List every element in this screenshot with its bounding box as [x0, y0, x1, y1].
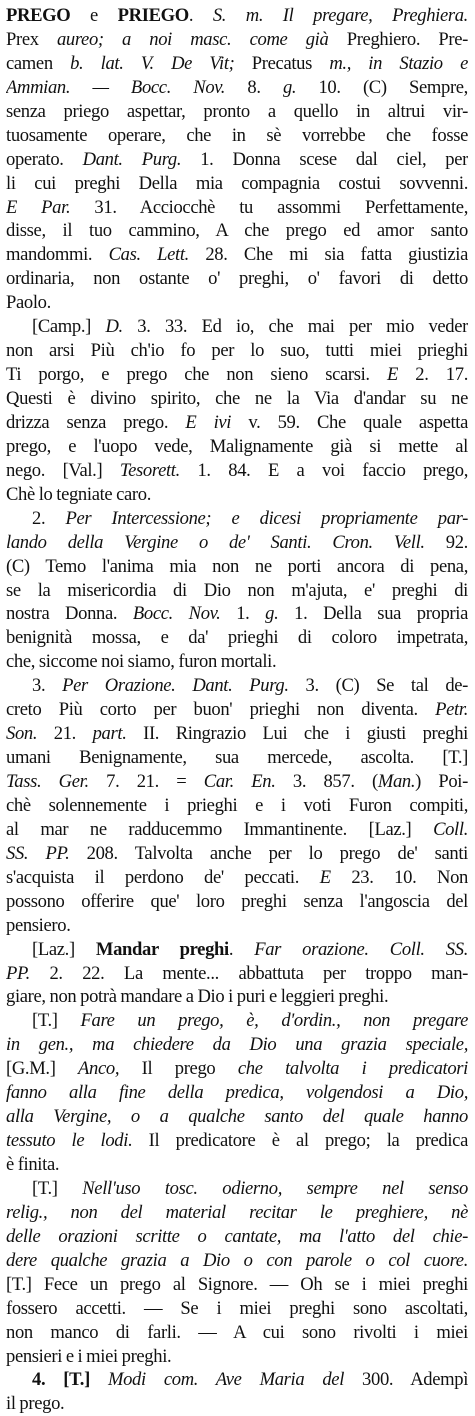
- entry-text: drizza senza prego.: [6, 411, 186, 433]
- entry-line: [6, 674, 468, 698]
- entry-text: 1. 84. E a voi faccio prego,: [179, 459, 468, 481]
- entry-text: giare, non potrà mandare a Dio i puri e leggieri preghi.: [6, 986, 389, 1008]
- entry-text: 2. 22. La mente... abbattuta per troppo man-: [29, 962, 468, 984]
- entry-text: al mar ne radducemmo Immantinente. [Laz.]: [6, 818, 434, 840]
- italic-text: g.: [265, 603, 279, 625]
- entry-line: [6, 1153, 468, 1177]
- entry-line: [6, 1105, 468, 1129]
- entry-line: [6, 579, 468, 603]
- entry-text: 23. 10. Non: [330, 866, 468, 888]
- entry-line: [6, 722, 468, 746]
- entry-text: è finita.: [6, 1154, 60, 1175]
- italic-text: Per Intercessione; e dicesi propriamente par-: [65, 507, 468, 529]
- entry-text: [G.M.]: [6, 1058, 79, 1080]
- entry-line: [6, 28, 468, 52]
- italic-text: S. m. Il pregare, Preghiera.: [212, 5, 468, 26]
- entry-text: Paolo.: [6, 292, 51, 314]
- italic-text: E: [319, 866, 331, 888]
- entry-line: [6, 866, 468, 890]
- entry-line: [6, 1201, 468, 1225]
- entry-text: non manco di farli. — A cui sono rivolti i miei: [6, 1321, 468, 1343]
- entry-text: ordinaria, non ostante o' preghi, o' favori di detto: [6, 268, 468, 290]
- entry-text: fossero accetti. — Se i miei preghi sono ascoltati,: [6, 1297, 468, 1319]
- entry-line: [6, 938, 468, 962]
- entry-text: 8.: [225, 76, 283, 98]
- entry-text: chè solennemente i prieghi e i voti Furon compiti,: [6, 794, 468, 816]
- italic-text: Far orazione. Coll. SS.: [254, 938, 468, 960]
- italic-text: alla Vergine, o a qualche santo del quale hanno: [6, 1106, 468, 1128]
- italic-text: Fare un prego, è, d'ordin., non pregare: [80, 1010, 468, 1032]
- italic-text: fanno alla fine della predica, volgendosi a Dio,: [6, 1082, 468, 1104]
- italic-text: Petr.: [435, 699, 468, 721]
- entry-line: [6, 148, 468, 172]
- italic-text: Ammian. — Bocc. Nov.: [6, 76, 226, 98]
- entry-text: 208. Talvolta anche per lo prego de' santi: [69, 842, 468, 864]
- italic-text: b. lat. V. De Vit;: [70, 52, 235, 74]
- entry-line: [6, 555, 468, 579]
- entry-line: [6, 770, 468, 794]
- italic-text: lando della Vergine o de' Santi. Cron. Vell.: [6, 531, 425, 553]
- entry-text: operato.: [6, 148, 83, 170]
- bold-term: PREGO: [6, 5, 71, 26]
- entry-line: [6, 818, 468, 842]
- entry-text: nostra Donna.: [6, 603, 133, 625]
- italic-text: delle orazioni scritte o cantate, ma l'atto del chie-: [6, 1225, 468, 1247]
- italic-text: relig., non del material recitar le preghiere, nè: [6, 1201, 468, 1223]
- italic-text: m., in Stazio e: [329, 52, 468, 74]
- entry-text: 1. Donna scese dal ciel, per: [181, 148, 468, 170]
- entry-text: Ti porgo, e prego che non sieno scarsi.: [6, 364, 388, 386]
- italic-text: E: [387, 364, 399, 386]
- entry-line: [6, 387, 468, 411]
- entry-text: pensieri e i miei preghi.: [6, 1345, 172, 1367]
- entry-text: umani Benignamente, sua mercede, ascolta. [T.]: [6, 747, 468, 769]
- entry-text: 31. Acciocchè tu assommi Perfettamente,: [70, 196, 468, 218]
- bold-term: PRIEGO: [117, 5, 189, 26]
- entry-text: li cui preghi Della mia compagnia costui sovvenni.: [6, 172, 468, 194]
- entry-text: 2.: [32, 507, 66, 529]
- italic-text: aureo; a noi masc. come già: [56, 28, 329, 50]
- entry-text: 92.: [424, 531, 468, 553]
- entry-text: 1.: [220, 603, 266, 625]
- entry-text: 1. Della sua propria: [278, 603, 468, 625]
- entry-text: 10. (C) Sempre,: [296, 76, 468, 98]
- entry-line: [6, 914, 468, 938]
- entry-text: che, siccome noi siamo, furon mortali.: [6, 651, 277, 673]
- entry-line: [6, 650, 468, 674]
- entry-line: [6, 507, 468, 531]
- entry-line: [6, 196, 468, 220]
- italic-text: Son.: [6, 723, 38, 745]
- italic-text: Tesorett.: [119, 459, 180, 481]
- entry-line: [6, 1009, 468, 1033]
- entry-text: [T.] Fece un prego al Signore. — Oh se i miei preghi: [6, 1273, 468, 1295]
- italic-text: Per Orazione. Dant. Purg.: [62, 675, 289, 697]
- entry-line: [6, 1129, 468, 1153]
- entry-line: [6, 291, 468, 315]
- italic-text: SS. PP.: [6, 842, 70, 864]
- entry-text: benignità mossa, e da' prieghi di coloro impetrata,: [6, 627, 468, 649]
- entry-text: 300. Adempì: [344, 1369, 468, 1391]
- entry-text: s'acquista il perdono de' peccati.: [6, 866, 320, 888]
- entry-line: [6, 1297, 468, 1321]
- italic-text: E ivi: [185, 411, 232, 433]
- entry-line: [6, 363, 468, 387]
- entry-text: 21.: [37, 723, 93, 745]
- entry-text: creto Più corto per buon' prieghi non diventa.: [6, 699, 436, 721]
- entry-line: [6, 746, 468, 770]
- italic-text: D.: [105, 316, 123, 338]
- entry-text: nego. [Val.]: [6, 459, 120, 481]
- entry-line: [6, 267, 468, 291]
- entry-text: Il prego: [119, 1058, 238, 1080]
- entry-text: non arsi Più ch'io fo per lo suo, tutti miei prieghi: [6, 340, 468, 362]
- italic-text: Car. En.: [203, 771, 276, 792]
- entry-line: [6, 315, 468, 339]
- entry-text: il prego.: [6, 1393, 65, 1415]
- entry-text: .: [188, 5, 213, 26]
- entry-text: pensiero.: [6, 914, 71, 936]
- entry-line: [6, 219, 468, 243]
- italic-text: Tass. Ger.: [6, 771, 89, 792]
- entry-line: [6, 459, 468, 483]
- entry-line: [6, 890, 468, 914]
- entry-text: prego, e l'uopo vede, Malignamente già si mette al: [6, 435, 468, 457]
- entry-text: ) Poi-: [415, 771, 468, 792]
- entry-text: [T.]: [32, 1010, 81, 1032]
- entry-line: [6, 483, 468, 507]
- entry-line: [6, 962, 468, 986]
- italic-text: g.: [282, 76, 297, 98]
- entry-line: [6, 794, 468, 818]
- entry-line: [6, 1033, 468, 1057]
- entry-text: e: [70, 5, 118, 26]
- entry-line: [6, 435, 468, 459]
- entry-text: Il predicatore è al prego; la predica: [132, 1130, 468, 1152]
- italic-text: PP.: [6, 962, 30, 984]
- entry-line: [6, 531, 468, 555]
- bold-term: Mandar preghi: [95, 938, 229, 960]
- entry-text: 7. 21. =: [88, 771, 204, 792]
- entry-text: v. 59. Che quale aspetta: [231, 411, 468, 433]
- italic-text: Anco,: [78, 1058, 120, 1080]
- entry-text: Questi è divino spirito, che ne la Via d'andar su ne: [6, 388, 468, 409]
- entry-line: [6, 602, 468, 626]
- entry-line: [6, 100, 468, 124]
- entry-text: II. Ringrazio Lui che i giusti preghi: [126, 723, 468, 745]
- entry-text: [T.]: [32, 1177, 83, 1199]
- entry-text: Prex: [6, 28, 57, 50]
- italic-text: Nell'uso tosc. odierno, sempre nel senso: [82, 1177, 468, 1199]
- entry-text: 3. 857. (: [275, 771, 378, 792]
- italic-text: Dant. Purg.: [82, 148, 182, 170]
- entry-text: disse, il tuo cammino, A che prego ed amor santo: [6, 220, 468, 242]
- entry-text: senza priego aspettar, pronto a quello in altrui vir-: [6, 100, 468, 122]
- entry-text: camen: [6, 52, 71, 74]
- entry-line: [6, 1345, 468, 1369]
- entry-line: [6, 52, 468, 76]
- entry-line: [6, 339, 468, 363]
- entry-line: [6, 842, 468, 866]
- entry-text: 2. 17.: [398, 364, 468, 386]
- entry-line: [6, 698, 468, 722]
- italic-text: che talvolta i predicatori: [237, 1058, 468, 1080]
- entry-line: [6, 1177, 468, 1201]
- entry-text: se la misericordia di Dio non m'ajuta, e' preghi di: [6, 579, 468, 601]
- italic-text: Man.: [377, 771, 416, 792]
- italic-text: tessuto le lodi.: [6, 1130, 133, 1152]
- entry-text: 3. 33. Ed io, che mai per mio veder: [122, 316, 468, 338]
- entry-line: [6, 4, 468, 28]
- entry-text: [Laz.]: [32, 938, 96, 960]
- entry-text: tuosamente operare, che in sè vorrebbe che fosse: [6, 124, 468, 146]
- entry-line: [6, 243, 468, 267]
- entry-line: [6, 411, 468, 435]
- entry-line: [6, 1392, 468, 1416]
- entry-text: .: [228, 938, 255, 960]
- entry-line: [6, 1057, 468, 1081]
- entry-text: Preghiero. Pre-: [328, 28, 468, 50]
- dictionary-entry: [6, 4, 468, 1416]
- entry-line: [6, 124, 468, 148]
- entry-text: 3.: [32, 675, 63, 697]
- entry-line: [6, 1249, 468, 1273]
- entry-line: [6, 1081, 468, 1105]
- entry-text: [Camp.]: [32, 316, 106, 338]
- entry-line: [6, 626, 468, 650]
- entry-line: [6, 1273, 468, 1297]
- italic-text: Coll.: [433, 818, 468, 840]
- italic-text: dere qualche grazia a Dio o con parole o col cuore.: [6, 1249, 468, 1271]
- entry-line: [6, 76, 468, 100]
- italic-text: in gen., ma chiedere da Dio una grazia speciale,: [6, 1034, 468, 1056]
- entry-text: (C) Temo l'anima mia non ne porti ancora di pena,: [6, 555, 468, 577]
- entry-line: [6, 1368, 468, 1392]
- entry-line: [6, 172, 468, 196]
- entry-text: Chè lo tegniate caro.: [6, 483, 152, 505]
- entry-text: 3. (C) Se tal de-: [288, 675, 468, 697]
- italic-text: Bocc. Nov.: [132, 603, 221, 625]
- entry-text: possono offerire que' loro preghi senza l'angoscia del: [6, 890, 468, 912]
- entry-line: [6, 985, 468, 1009]
- entry-line: [6, 1321, 468, 1345]
- italic-text: Modi com. Ave Maria del: [107, 1369, 345, 1391]
- entry-text: mandommi.: [6, 244, 109, 266]
- bold-term: 4. [T.]: [32, 1369, 108, 1391]
- entry-line: [6, 1225, 468, 1249]
- entry-text: 28. Che mi sia fatta giustizia: [188, 244, 468, 266]
- italic-text: E Par.: [6, 196, 71, 218]
- italic-text: Cas. Lett.: [108, 244, 189, 266]
- entry-text: Precatus: [234, 52, 330, 74]
- italic-text: part.: [92, 723, 127, 745]
